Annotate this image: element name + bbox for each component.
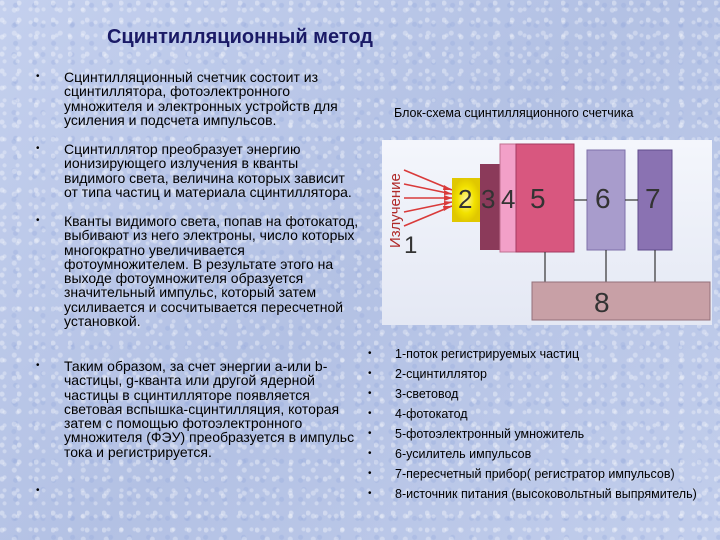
legend-item xyxy=(365,486,715,522)
legend-text: 3-световод xyxy=(395,387,459,401)
legend-item xyxy=(365,366,715,386)
label-4: 4 xyxy=(501,184,516,214)
label-3: 3 xyxy=(481,184,496,214)
description-text: Сцинтилляционный счетчик состоит из сцинтиллятора, фотоэлектронного умножителя и электронных устройств для усиления и подсчета импульсов. xyxy=(64,69,338,128)
label-2: 2 xyxy=(458,184,473,214)
bullet-marker: • xyxy=(368,468,372,479)
power-supply-block xyxy=(532,282,710,320)
legend-item xyxy=(365,386,715,406)
legend-text: 4-фотокатод xyxy=(395,407,468,421)
bullet-marker: • xyxy=(36,143,40,154)
legend-item xyxy=(365,426,715,446)
label-8: 8 xyxy=(594,287,610,318)
legend-item xyxy=(365,346,715,366)
bullet-marker: • xyxy=(36,71,40,82)
bullet-marker: • xyxy=(36,215,40,226)
description-item xyxy=(30,214,360,359)
legend-text: 8-источник питания (высоковольтный выпрямитель) xyxy=(395,487,697,501)
legend-text: 2-сцинтиллятор xyxy=(395,367,487,381)
bullet-marker: • xyxy=(368,488,372,499)
bullet-marker: • xyxy=(368,448,372,459)
bullet-marker: • xyxy=(368,368,372,379)
label-7: 7 xyxy=(645,183,661,214)
label-5: 5 xyxy=(530,183,546,214)
legend-text: 5-фотоэлектронный умножитель xyxy=(395,427,585,441)
counter-block-diagram xyxy=(382,140,712,325)
label-6: 6 xyxy=(595,183,611,214)
description-text: Кванты видимого света, попав на фотокатод, выбивают из него электроны, число которых многократно увеличивается фотоумножителем. В результате этого на выходе фотоумножителя образуется значительный импульс, который затем усиливается и сосчитывается пересчетной установкой. xyxy=(64,213,359,330)
legend-text: 6-усилитель импульсов xyxy=(395,447,532,461)
description-item xyxy=(30,142,360,214)
slide-title: Сцинтилляционный метод xyxy=(106,26,373,48)
legend-item xyxy=(365,406,715,426)
legend-item xyxy=(365,446,715,466)
label-1: 1 xyxy=(404,232,418,259)
radiation-label: Излучение xyxy=(387,173,404,248)
bullet-marker: • xyxy=(368,388,372,399)
bullet-marker: • xyxy=(368,348,372,359)
diagram-title: Блок-схема сцинтилляционного счетчика xyxy=(394,106,634,120)
bullet-marker: • xyxy=(368,408,372,419)
legend-text: 7-пересчетный прибор( регистратор импульсов) xyxy=(395,467,675,481)
description-list xyxy=(30,70,360,499)
description-text: Сцинтиллятор преобразует энергию ионизирующего излучения в кванты видимого света, величина которых зависит от типа частиц и материала сцинтиллятора. xyxy=(64,141,352,200)
bullet-marker: • xyxy=(36,360,40,371)
legend-item xyxy=(365,466,715,486)
bullet-marker: • xyxy=(36,485,40,496)
legend-text: 1-поток регистрируемых частиц xyxy=(395,347,580,361)
description-text: Таким образом, за счет энергии a-или b-частицы, g-кванта или другой ядерной частицы в сцинтилляторе появляется световая вспышка-сцинтилляция, которая затем с помощью фотоэлектронного умножителя (ФЭУ) преобразуется в импульс тока и регистрируется. xyxy=(64,358,355,460)
description-item xyxy=(30,359,360,484)
legend-list xyxy=(365,346,715,522)
bullet-marker: • xyxy=(368,428,372,439)
description-item xyxy=(30,484,360,499)
description-item xyxy=(30,70,360,142)
